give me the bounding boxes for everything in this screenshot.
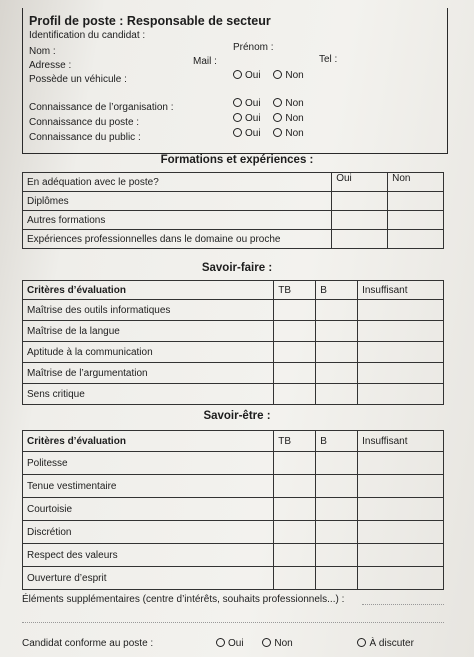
criterion-label: Sens critique [23, 384, 274, 405]
radio-icon [216, 638, 225, 647]
cell-tb[interactable] [274, 544, 316, 567]
profile-title: Profil de poste : Responsable de secteur [29, 14, 271, 28]
candidat-conforme-options [216, 638, 424, 649]
table-row [23, 192, 444, 211]
cell-oui[interactable] [332, 230, 388, 249]
formations-row-label: Autres formations [23, 211, 332, 230]
conforme-oui-option[interactable] [216, 638, 244, 649]
cell-tb[interactable] [274, 567, 316, 590]
savoir-faire-title: Savoir-faire : [201, 262, 273, 274]
col-criteres-header: Critères d’évaluation [23, 431, 274, 452]
cell-b[interactable] [316, 498, 358, 521]
non-label: Non [285, 98, 304, 109]
table-row [23, 384, 444, 405]
candidat-conforme-label: Candidat conforme au poste : [22, 638, 154, 649]
table-row [23, 211, 444, 230]
radio-icon [357, 638, 366, 647]
cell-insuffisant[interactable] [358, 544, 444, 567]
radio-icon [233, 128, 242, 137]
vehicule-oui-option[interactable] [233, 70, 261, 81]
table-row [23, 342, 444, 363]
criterion-label: Politesse [23, 452, 274, 475]
vehicule-label: Possède un véhicule : [29, 74, 127, 85]
cell-tb[interactable] [274, 475, 316, 498]
nom-label: Nom : [29, 46, 56, 57]
table-row [23, 230, 444, 249]
radio-icon [273, 98, 282, 107]
tel-label: Tel : [319, 54, 338, 65]
non-label: Non [274, 638, 293, 649]
table-row [23, 363, 444, 384]
savoir-etre-title: Savoir-être : [203, 410, 271, 422]
poste-non-option[interactable] [273, 113, 303, 124]
cell-tb[interactable] [274, 521, 316, 544]
criterion-label: Tenue vestimentaire [23, 475, 274, 498]
col-tb-header: TB [274, 431, 316, 452]
non-label: Non [285, 128, 304, 139]
formations-title: Formations et expériences : [160, 154, 314, 166]
col-criteres-header: Critères d’évaluation [23, 281, 274, 300]
vehicule-options [233, 70, 314, 81]
criterion-label: Ouverture d’esprit [23, 567, 274, 590]
formations-row-label: Expériences professionnelles dans le domaine ou proche [23, 230, 332, 249]
cell-b[interactable] [316, 321, 358, 342]
cell-b[interactable] [316, 342, 358, 363]
organisation-oui-option[interactable] [233, 98, 261, 109]
cell-insuffisant[interactable] [358, 567, 444, 590]
table-row [23, 498, 444, 521]
connaissance-organisation-label: Connaissance de l’organisation : [29, 102, 174, 113]
cell-insuffisant[interactable] [358, 300, 444, 321]
vehicule-non-option[interactable] [273, 70, 303, 81]
criterion-label: Maîtrise de la langue [23, 321, 274, 342]
col-b-header: B [316, 431, 358, 452]
savoir-etre-table [22, 430, 444, 590]
radio-icon [233, 98, 242, 107]
table-row [23, 321, 444, 342]
organisation-non-option[interactable] [273, 98, 303, 109]
oui-label: Oui [245, 70, 261, 81]
connaissance-public-label: Connaissance du public : [29, 132, 141, 143]
cell-insuffisant[interactable] [358, 384, 444, 405]
cell-b[interactable] [316, 567, 358, 590]
cell-insuffisant[interactable] [358, 498, 444, 521]
cell-tb[interactable] [274, 321, 316, 342]
col-insuffisant-header: Insuffisant [358, 431, 444, 452]
radio-icon [273, 128, 282, 137]
cell-b[interactable] [316, 521, 358, 544]
col-tb-header: TB [274, 281, 316, 300]
table-row [23, 300, 444, 321]
radio-icon [233, 113, 242, 122]
cell-non[interactable] [388, 211, 444, 230]
cell-non[interactable] [388, 192, 444, 211]
radio-icon [273, 70, 282, 79]
cell-b[interactable] [316, 363, 358, 384]
formations-row-label: En adéquation avec le poste? [23, 173, 332, 192]
oui-label: Oui [245, 113, 261, 124]
col-non-header: Non [388, 173, 444, 192]
cell-b[interactable] [316, 300, 358, 321]
elements-supplementaires-label: Éléments supplémentaires (centre d’intérêts, souhaits professionnels...) : [22, 594, 345, 605]
mail-label: Mail : [193, 56, 217, 67]
criterion-label: Discrétion [23, 521, 274, 544]
cell-insuffisant[interactable] [358, 321, 444, 342]
public-oui-option[interactable] [233, 128, 261, 139]
non-label: Non [285, 113, 304, 124]
cell-b[interactable] [316, 475, 358, 498]
cell-oui[interactable] [332, 211, 388, 230]
prenom-label: Prénom : [233, 42, 274, 53]
elements-supplementaires-field[interactable] [362, 604, 444, 605]
cell-tb[interactable] [274, 384, 316, 405]
cell-b[interactable] [316, 452, 358, 475]
table-row [23, 452, 444, 475]
table-row [23, 567, 444, 590]
table-header-row [23, 281, 444, 300]
table-header-row [23, 173, 444, 192]
col-b-header: B [316, 281, 358, 300]
cell-b[interactable] [316, 384, 358, 405]
oui-label: Oui [245, 128, 261, 139]
cell-tb[interactable] [274, 342, 316, 363]
radio-icon [273, 113, 282, 122]
conforme-non-option[interactable] [262, 638, 292, 649]
radio-icon [262, 638, 271, 647]
table-row [23, 544, 444, 567]
cell-tb[interactable] [274, 300, 316, 321]
adresse-label: Adresse : [29, 60, 72, 71]
cell-tb[interactable] [274, 363, 316, 384]
connaissance-organisation-options [233, 98, 314, 109]
cell-tb[interactable] [274, 498, 316, 521]
cell-insuffisant[interactable] [358, 475, 444, 498]
profile-box [22, 8, 448, 154]
criterion-label: Aptitude à la communication [23, 342, 274, 363]
criterion-label: Respect des valeurs [23, 544, 274, 567]
savoir-faire-table [22, 280, 444, 405]
cell-insuffisant[interactable] [358, 363, 444, 384]
formations-table [22, 172, 444, 249]
cell-insuffisant[interactable] [358, 342, 444, 363]
poste-oui-option[interactable] [233, 113, 261, 124]
discuter-label: À discuter [369, 638, 414, 649]
public-non-option[interactable] [273, 128, 303, 139]
cell-insuffisant[interactable] [358, 452, 444, 475]
table-header-row [23, 431, 444, 452]
table-row [23, 475, 444, 498]
connaissance-poste-label: Connaissance du poste : [29, 117, 140, 128]
criterion-label: Maîtrise des outils informatiques [23, 300, 274, 321]
connaissance-public-options [233, 128, 314, 139]
conforme-discuter-option[interactable] [357, 638, 413, 649]
radio-icon [233, 70, 242, 79]
elements-supplementaires-line[interactable] [22, 622, 444, 623]
identification-label: Identification du candidat : [29, 30, 146, 41]
non-label: Non [285, 70, 304, 81]
col-insuffisant-header: Insuffisant [358, 281, 444, 300]
criterion-label: Courtoisie [23, 498, 274, 521]
cell-tb[interactable] [274, 452, 316, 475]
col-oui-header: Oui [332, 173, 388, 192]
connaissance-poste-options [233, 113, 314, 124]
criterion-label: Maîtrise de l’argumentation [23, 363, 274, 384]
cell-insuffisant[interactable] [358, 521, 444, 544]
oui-label: Oui [228, 638, 244, 649]
cell-oui[interactable] [332, 192, 388, 211]
table-row [23, 521, 444, 544]
formations-row-label: Diplômes [23, 192, 332, 211]
cell-b[interactable] [316, 544, 358, 567]
cell-non[interactable] [388, 230, 444, 249]
oui-label: Oui [245, 98, 261, 109]
